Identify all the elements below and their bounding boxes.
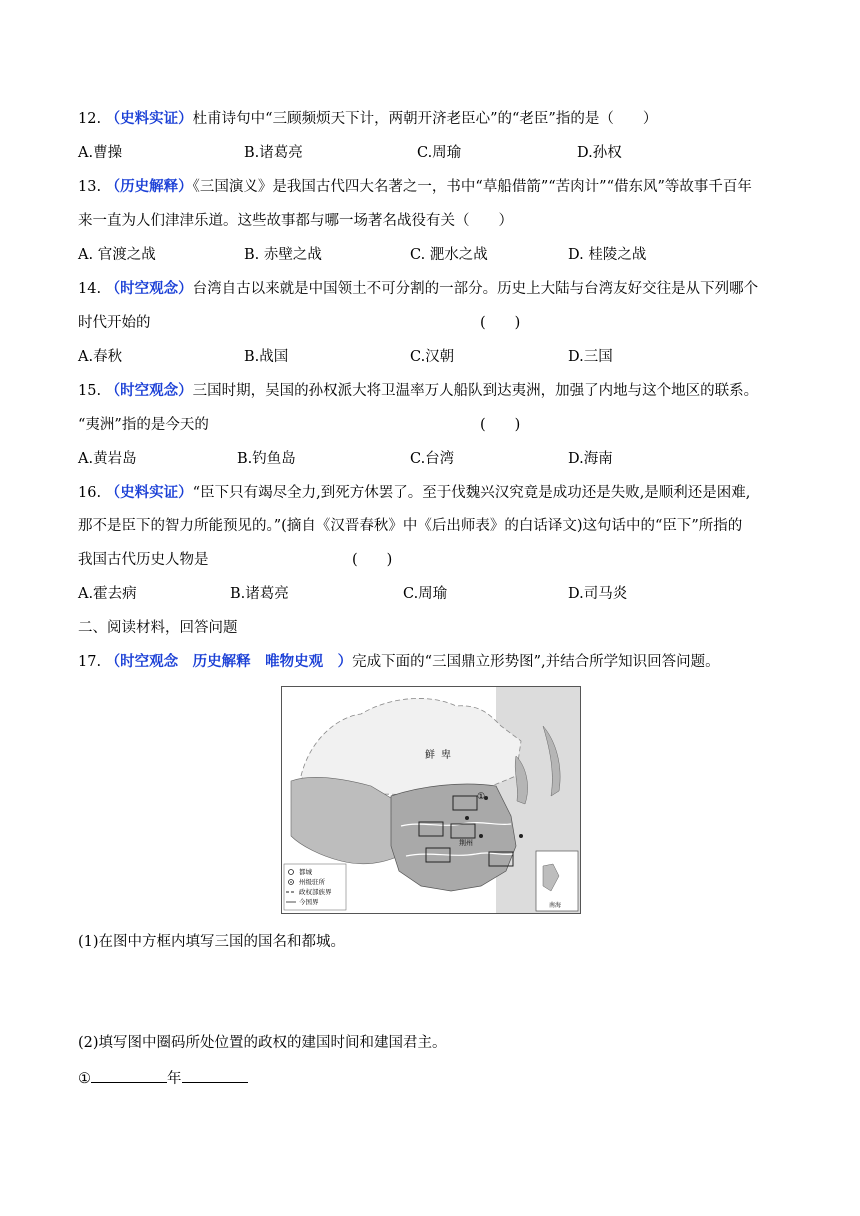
map-label-jingzhou: 荆州 (459, 839, 473, 847)
q12-number: 12. (78, 111, 102, 127)
q13-tag: （历史解释） (105, 178, 193, 195)
q16-tag: （史料实证） (105, 484, 193, 501)
q16-answer-paren: ( ) (352, 552, 393, 568)
q17-answer-line1 (78, 1068, 248, 1089)
q15-answer-paren: ( ) (480, 417, 521, 433)
q13-option-c: C. 淝水之战 (410, 247, 488, 263)
q17-sub2: (2)填写图中圈码所处位置的政权的建国时间和建国君主。 (78, 1035, 447, 1051)
legend-state-seat: 州级驻所 (299, 878, 325, 886)
q12-option-d: D.孙权 (577, 145, 622, 161)
map-legend (299, 867, 332, 907)
q13-option-d: D. 桂陵之战 (568, 247, 647, 263)
q13-number: 13. (78, 179, 102, 195)
q16-text-line3: 我国古代历史人物是 (78, 552, 209, 568)
q14-stem-line1 (78, 279, 758, 299)
three-kingdoms-map (281, 686, 581, 914)
legend-border: 政权部族界 (299, 888, 332, 896)
q12-option-a: A.曹操 (78, 145, 123, 161)
q15-option-b: B.钓鱼岛 (237, 451, 296, 467)
q13-stem-line1 (78, 177, 752, 197)
map-label-nanhai: 南海 (549, 902, 562, 909)
q15-option-a: A.黄岩岛 (78, 451, 137, 467)
q14-option-b: B.战国 (244, 349, 289, 365)
q12-stem (78, 109, 657, 129)
q13-text-line2: 来一直为人们津津乐道。这些故事都与哪一场著名战役有关（ ） (78, 213, 513, 229)
q16-text-line1: “臣下只有竭尽全力,到死方休罢了。至于伐魏兴汉究竟是成功还是失败,是顺利还是困难, (192, 485, 751, 501)
q15-text-line2: “夷洲”指的是今天的 (78, 417, 209, 433)
q15-text-line1: 三国时期，吴国的孙权派大将卫温率万人船队到达夷洲，加强了内地与这个地区的联系。 (192, 383, 759, 399)
q15-option-d: D.海南 (568, 451, 613, 467)
q12-option-b: B.诸葛亮 (244, 145, 303, 161)
q16-number: 16. (78, 485, 102, 501)
blank-year[interactable] (91, 1068, 167, 1083)
q13-option-a: A. 官渡之战 (78, 247, 156, 263)
q13-text-line1: 《三国演义》是我国古代四大名著之一，书中“草船借箭”“苦肉计”“借东风”等故事千百年 (192, 179, 752, 195)
q14-text-line1: 台湾自古以来就是中国领土不可分割的一部分。历史上大陆与台湾友好交往是从下列哪个 (192, 281, 759, 297)
q15-stem-line1 (78, 381, 758, 401)
legend-national-border: 今国界 (299, 898, 319, 906)
q15-tag: （时空观念） (105, 382, 193, 399)
q17-tag: （时空观念 历史解释 唯物史观 ） (105, 653, 353, 670)
q14-tag: （时空观念） (105, 280, 193, 297)
q16-stem-line1 (78, 483, 750, 503)
q12-tag: （史料实证） (105, 110, 193, 127)
q17-number: 17. (78, 654, 102, 670)
q14-text-line2: 时代开始的 (78, 315, 151, 331)
q14-number: 14. (78, 281, 102, 297)
q12-text: 杜甫诗句中“三顾频烦天下计，两朝开济老臣心”的“老臣”指的是（ ） (192, 111, 658, 127)
q14-answer-paren: ( ) (480, 315, 521, 331)
q16-text-line2: 那不是臣下的智力所能预见的。”(摘自《汉晋春秋》中《后出师表》的白话译文)这句话中的“臣下”所指的 (78, 518, 743, 534)
q17-text: 完成下面的“三国鼎立形势图”,并结合所学知识回答问题。 (352, 654, 720, 670)
q16-option-c: C.周瑜 (403, 586, 448, 602)
q14-option-c: C.汉朝 (410, 349, 455, 365)
circle-number: ① (78, 1071, 91, 1087)
year-label: 年 (167, 1071, 182, 1087)
legend-capital: 都城 (299, 868, 312, 876)
q14-option-a: A.春秋 (78, 349, 123, 365)
section-heading: 二、阅读材料，回答问题 (78, 620, 238, 636)
q16-option-a: A.霍去病 (78, 586, 137, 602)
q16-option-d: D.司马炎 (568, 586, 628, 602)
q14-option-d: D.三国 (568, 349, 613, 365)
q15-number: 15. (78, 383, 102, 399)
q16-option-b: B.诸葛亮 (230, 586, 289, 602)
map-circle-number: ① (477, 792, 486, 802)
q17-sub1: (1)在图中方框内填写三国的国名和都城。 (78, 934, 346, 950)
q13-option-b: B. 赤壁之战 (244, 247, 322, 263)
map-label-xianbei: 鲜卑 (425, 750, 457, 761)
q17-stem (78, 652, 720, 672)
q15-option-c: C.台湾 (410, 451, 455, 467)
q12-option-c: C.周瑜 (417, 145, 462, 161)
blank-ruler[interactable] (182, 1068, 248, 1083)
